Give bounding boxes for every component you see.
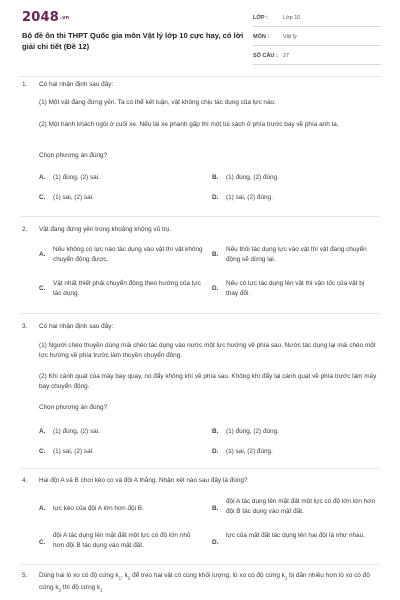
option-letter: B.	[212, 505, 219, 512]
question-text: Có hai nhận định sau đây:	[39, 81, 114, 88]
option-text: lực kéo của đội A lớn hơn đội B.	[53, 505, 144, 512]
option-text: (1) đúng, (2) sai.	[53, 174, 100, 181]
meta-value: Vật lý	[283, 34, 297, 40]
option-letter: D.	[212, 285, 219, 292]
question-number: 3.	[22, 323, 28, 330]
option-letter: D.	[212, 448, 219, 455]
page-header	[0, 0, 400, 66]
option-text: lực của mặt đất tác dụng lên hai đội là như nhau.	[226, 532, 365, 539]
question-text: Vật đang đứng yên trong khoảng không vũ trụ.	[39, 226, 172, 233]
text-part: Dùng hai lò xo có độ cứng k	[39, 572, 119, 579]
option-letter: A.	[39, 428, 46, 435]
meta-row-subject	[253, 32, 381, 46]
option-text: Nếu có lực tác dụng lên vật thì vận tốc của vật bị thay đổi.	[226, 280, 365, 297]
text-part: bị dãn nhiều hơn lò xo có độ cứng k	[39, 572, 370, 592]
option-text: Nếu thôi tác dụng lực vào vật thì vật đang chuyển động sẽ dừng lại.	[226, 246, 367, 263]
question-number: 5.	[22, 572, 28, 579]
statement-1: (1) Một vật đang đứng yên. Ta có thể kết luận, vật không chịu tác dụng của lực nào.	[39, 99, 276, 106]
option-letter: D.	[212, 539, 219, 546]
document-meta	[253, 13, 381, 70]
option-letter: C.	[39, 194, 46, 201]
meta-value: 27	[283, 53, 290, 59]
meta-key: LỚP :	[253, 15, 268, 21]
document-title: Bộ đề ôn thi THPT Quốc gia môn Vật lý lớp 10 cực hay, có lời giải chi tiết (Đề 12)	[22, 31, 244, 51]
question-number: 1.	[22, 81, 28, 88]
subscript: 1	[284, 575, 288, 581]
question-divider	[20, 216, 380, 217]
meta-row-class	[253, 13, 381, 27]
option-letter: C.	[39, 539, 46, 546]
option-letter: C.	[39, 448, 46, 455]
option-letter: A.	[39, 174, 46, 181]
statement-2: (2) Một hành khách ngồi ở cuối xe. Nếu lái xe phanh gấp thì một túi sách ở phía trước bay về phía anh ta.	[39, 121, 339, 128]
option-letter: A.	[39, 251, 46, 258]
subscript: 2	[127, 575, 131, 581]
question-text: Hai đội A và B chơi kéo co và đội A thắng. Nhận xét nào sau đây là đúng?	[39, 477, 248, 484]
logo-text: 2048	[22, 10, 59, 25]
option-text: (1) sai, (2) đúng.	[226, 194, 273, 201]
question-prompt: Chọn phương án đúng?	[39, 152, 108, 159]
subscript: 2	[58, 587, 62, 593]
text-part: để treo hai vật có cùng khối lượng, lò xo có độ cứng k	[130, 572, 285, 579]
option-letter: A.	[39, 505, 46, 512]
site-logo[interactable]	[22, 10, 69, 25]
meta-key: MÔN :	[253, 34, 270, 40]
option-text: (1) đúng, (2) sai.	[53, 428, 100, 435]
question-number: 4.	[22, 477, 28, 484]
text-part: thì độ cứng k	[61, 584, 101, 592]
option-text: (1) sai, (2) sai.	[53, 194, 94, 201]
option-letter: B.	[212, 174, 219, 181]
option-letter: B.	[212, 251, 219, 258]
question-text: Có hai nhận định sau đây:	[39, 323, 114, 330]
header-divider	[20, 76, 380, 77]
option-letter: C.	[39, 285, 46, 292]
question-divider	[20, 313, 380, 314]
question-number: 2.	[22, 226, 28, 233]
option-text: (1) đúng, (2) đúng.	[226, 428, 279, 435]
subscript: 1	[100, 587, 103, 593]
subscript: 1	[118, 575, 122, 581]
statement-2: (2) Khi cánh quạt của máy bay quay, nó đẩy không khí về phía sau. Không khí đẩy lại cánh quạt về phía trước làm máy bay chuyển động.	[39, 373, 377, 390]
option-text: Vật nhất thiết phải chuyển động theo hướng của lực tác dụng.	[53, 280, 201, 297]
question-divider	[20, 468, 380, 469]
question-text	[39, 571, 384, 596]
question-prompt: Chọn phương án đúng?	[39, 404, 108, 411]
meta-value: Lớp 10	[283, 15, 301, 21]
option-text: đội A tác dụng lên mặt đất một lực có độ lớn nhỏ hơn đội B tác dụng vào mặt đất.	[53, 532, 191, 549]
option-text: đội A tác dụng lên mặt đất một lực có độ lớn lớn hơn đội B tác dụng vào mặt đất.	[226, 498, 376, 515]
option-letter: D.	[212, 194, 219, 201]
meta-key: SỐ CÂU :	[253, 53, 278, 59]
logo-suffix: .vn	[59, 14, 70, 21]
option-text: (1) đúng, (2) đúng.	[226, 174, 279, 181]
text-part: , k	[121, 572, 128, 579]
question-divider	[20, 564, 380, 565]
option-text: Nếu không có lực nào tác dụng vào vật thì vật không chuyển động được.	[53, 246, 203, 263]
option-text: (1) sai, (2) sai.	[53, 448, 94, 455]
meta-row-count	[253, 51, 381, 65]
statement-1: (1) Người chèo thuyền dùng mái chèo tác dụng vào nước một lực hướng về phía sau. Nước tác dụng lại mái chèo một lực hướng về phía trước làm thuyền chuyển động.	[39, 342, 376, 359]
option-letter: B.	[212, 428, 219, 435]
option-text: (1) sai, (2) đúng.	[226, 448, 273, 455]
